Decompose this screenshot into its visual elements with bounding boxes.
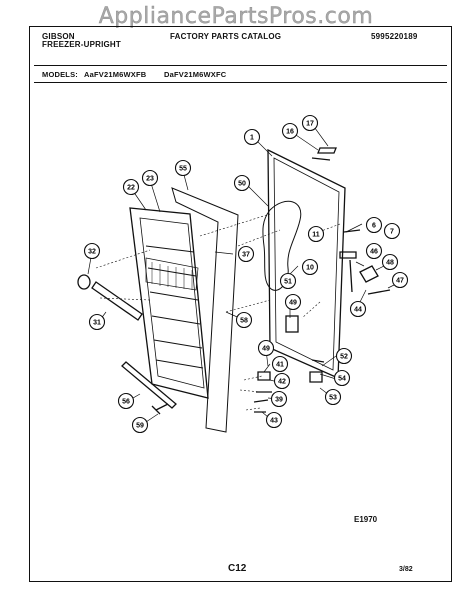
callout-55 xyxy=(176,161,191,176)
callout-label: 10 xyxy=(306,264,314,272)
callout-label: 48 xyxy=(386,259,394,267)
callout-43 xyxy=(267,413,282,428)
callout-7 xyxy=(385,224,400,239)
callout-10 xyxy=(303,260,318,275)
callout-31 xyxy=(90,315,105,330)
callout-label: 47 xyxy=(396,277,404,285)
callout-49 xyxy=(259,341,274,356)
callout-32 xyxy=(85,244,100,259)
callout-37 xyxy=(239,247,254,262)
brand-name: GIBSON xyxy=(42,32,75,41)
callout-58 xyxy=(237,313,252,328)
callout-label: 44 xyxy=(354,306,362,314)
callout-label: 1 xyxy=(250,134,254,142)
callout-label: 11 xyxy=(312,231,320,239)
callout-label: 7 xyxy=(390,228,394,236)
callout-42 xyxy=(275,374,290,389)
callout-46 xyxy=(367,244,382,259)
figure-code: E1970 xyxy=(354,515,378,524)
product-name: FREEZER-UPRIGHT xyxy=(42,40,121,49)
callout-markers xyxy=(85,116,408,433)
callout-label: 31 xyxy=(93,319,101,327)
callout-1 xyxy=(245,130,260,145)
callout-16 xyxy=(283,124,298,139)
revision-date: 3/82 xyxy=(399,566,413,573)
callout-48 xyxy=(383,255,398,270)
callout-label: 46 xyxy=(370,248,378,256)
callout-label: 43 xyxy=(270,417,278,425)
callout-56 xyxy=(119,394,134,409)
callout-51 xyxy=(281,274,296,289)
callout-label: 54 xyxy=(338,375,346,383)
callout-label: 49 xyxy=(262,345,270,353)
callout-label: 23 xyxy=(146,175,154,183)
callout-59 xyxy=(133,418,148,433)
callout-label: 16 xyxy=(286,128,294,136)
callout-label: 49 xyxy=(289,299,297,307)
callout-label: 59 xyxy=(136,422,144,430)
callout-label: 55 xyxy=(179,165,187,173)
callout-label: 32 xyxy=(88,248,96,256)
callout-label: 50 xyxy=(238,180,246,188)
callout-39 xyxy=(272,392,287,407)
callout-54 xyxy=(335,371,350,386)
callout-label: 39 xyxy=(275,396,283,404)
model-b: DaFV21M6WXFC xyxy=(164,70,227,79)
callout-label: 58 xyxy=(240,317,248,325)
callout-label: 42 xyxy=(278,378,286,386)
callout-22 xyxy=(124,180,139,195)
callout-49 xyxy=(286,295,301,310)
callout-label: 51 xyxy=(284,278,292,286)
callout-label: 53 xyxy=(329,394,337,402)
page-code: C12 xyxy=(228,563,247,574)
callout-11 xyxy=(309,227,324,242)
callout-label: 22 xyxy=(127,184,135,192)
callout-label: 56 xyxy=(122,398,130,406)
callout-label: 52 xyxy=(340,353,348,361)
catalog-number: 5995220189 xyxy=(371,32,418,41)
catalog-title: FACTORY PARTS CATALOG xyxy=(170,32,282,41)
callout-53 xyxy=(326,390,341,405)
callout-label: 17 xyxy=(306,120,314,128)
callout-41 xyxy=(273,357,288,372)
door-liner-drawing xyxy=(78,124,404,432)
callout-label: 41 xyxy=(276,361,284,369)
callout-47 xyxy=(393,273,408,288)
callout-17 xyxy=(303,116,318,131)
callout-label: 37 xyxy=(242,251,250,259)
callout-50 xyxy=(235,176,250,191)
callout-6 xyxy=(367,218,382,233)
callout-44 xyxy=(351,302,366,317)
callout-label: 6 xyxy=(372,222,376,230)
callout-23 xyxy=(143,171,158,186)
model-a: AaFV21M6WXFB xyxy=(84,70,147,79)
models-label: MODELS: xyxy=(42,70,78,79)
callout-52 xyxy=(337,349,352,364)
watermark: AppliancePartsPros.com xyxy=(98,4,374,29)
